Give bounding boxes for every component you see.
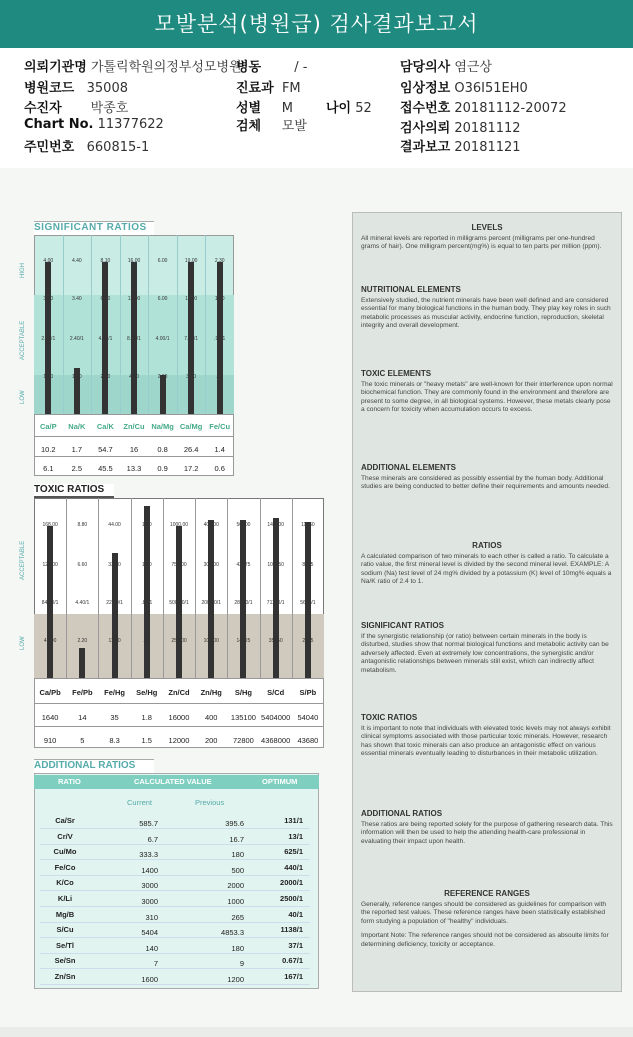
tox-tick-low: 11.00 xyxy=(108,638,121,644)
tox-current-value: 1.8 xyxy=(141,713,152,722)
levels-title: LEVELS xyxy=(471,223,503,232)
important-note: Important Note: The reference ranges should not be considered as absoulte limits for determining deficiency, toxicity or acceptance. xyxy=(361,932,609,948)
tox-tick-top: 8.80 xyxy=(77,522,88,528)
reference-text: Generally, reference ranges should be considered as guidelines for comparison with the reported test values. These reference ranges have been statistically established form studying a population of "healthy" individuals. xyxy=(361,901,607,925)
tox-tick-upper: 33.00 xyxy=(108,562,121,568)
sig-axis-acceptable: ACCEPTABLE xyxy=(20,320,26,360)
additional-ratio-name: S/Cu xyxy=(56,925,74,935)
additional-row-line xyxy=(40,922,310,923)
sig-tick-mid: .90/1 xyxy=(214,336,226,342)
sig-tick-mid: 4.20/1 xyxy=(98,336,113,342)
tox-current-value: 400 xyxy=(204,713,218,722)
additional-previous: 1200 xyxy=(227,975,244,984)
bottom-strip xyxy=(0,1027,633,1037)
tox-tick-low: 2845 xyxy=(302,638,314,644)
tox-tick-top: 400.00 xyxy=(203,522,219,528)
tox-tick-low: 35550 xyxy=(268,638,283,644)
additional-ratio-name: K/Li xyxy=(57,894,73,903)
receipt-label: 접수번호 xyxy=(400,101,451,116)
tox-previous-value: 12000 xyxy=(168,736,190,745)
tox-category: Se/Hg xyxy=(136,688,158,697)
ratios-section xyxy=(361,541,613,587)
additional-ratio-name: Mg/B xyxy=(55,909,75,919)
additional-row-line xyxy=(40,859,310,860)
specimen-label: 검체 xyxy=(236,119,262,134)
sig-current-value: 26.4 xyxy=(183,445,199,454)
tox-tick-upper: 126.00 xyxy=(42,562,58,568)
additional-current: 3000 xyxy=(141,881,158,891)
tox-previous-value: 4368000 xyxy=(261,736,291,745)
toxic-elements-text: The toxic minerals or "heavy metals" are well-known for their interference upon normal biochemical function. They are commonly found in the environment and therefore are present to some degree, in all biological systems. However, these metals clearly pose a concern for toxicity when accumulation occurs to excess. xyxy=(361,381,613,414)
sig-table-line xyxy=(34,436,234,437)
sig-axis-high: HIGH xyxy=(20,263,26,278)
sig-current-value: 1.4 xyxy=(214,445,225,454)
tox-bar xyxy=(79,648,85,678)
sig-current-value: 54.7 xyxy=(98,445,113,454)
sig-category: Ca/Mg xyxy=(179,422,203,431)
specimen-value: 모발 xyxy=(281,119,307,134)
additional-optimum: 1138/1 xyxy=(280,925,303,935)
toxic-ratios-info-title: TOXIC RATIOS xyxy=(361,713,418,722)
additional-previous: 180 xyxy=(231,943,244,953)
sig-previous-value: 17.2 xyxy=(183,464,199,473)
tox-tick-top: 1.60 xyxy=(141,522,152,528)
sig-tick-mid: 8.00/1 xyxy=(127,336,141,342)
sig-tick-upper: 1.60 xyxy=(214,296,225,302)
specimen-row xyxy=(236,115,307,134)
sig-category: Zn/Cu xyxy=(123,422,145,431)
request-value: 20181112 xyxy=(454,121,521,136)
toxic-elements-title: TOXIC ELEMENTS xyxy=(361,369,432,378)
tox-tick-mid: 22.00/1 xyxy=(106,600,123,606)
sig-tick-low: 2.00 xyxy=(157,374,168,380)
significant-ratios-heading: SIGNIFICANT RATIOS xyxy=(34,221,154,235)
additional-previous: 16.7 xyxy=(229,834,244,844)
clinical-label: 임상정보 xyxy=(400,81,451,96)
additional-current: 5404 xyxy=(141,928,158,938)
additional-ratios-info-title: ADDITIONAL RATIOS xyxy=(361,809,443,818)
tox-tick-low: 42.00 xyxy=(43,638,57,644)
additional-row-line xyxy=(40,875,310,876)
sex-value: M xyxy=(281,101,294,116)
tox-tick-mid: 28450/1 xyxy=(234,600,253,606)
sig-category: Na/K xyxy=(68,422,86,431)
clinical-value: O36I51EH0 xyxy=(454,81,528,96)
tox-tick-mid: 71100/1 xyxy=(266,600,285,606)
chart-value: 11377622 xyxy=(97,117,164,132)
sig-previous-value: 45.5 xyxy=(98,464,113,473)
additional-row-line xyxy=(40,828,310,829)
hospital-row xyxy=(24,56,242,75)
ratios-text: A calculated comparison of two minerals to each other is called a ratio. To calculate a ratio value, the first mineral level is divided by the second mineral level. EXAMPLE: A sodium (Na) test level of 24 mg% divided by a potassium (K) level of 10mg% equals a Na/K ratio of 2.4 to 1. xyxy=(361,553,612,586)
tox-category: Zn/Hg xyxy=(200,688,222,697)
sig-category: Fe/Cu xyxy=(209,422,231,431)
additional-ratio-name: Zn/Sn xyxy=(54,972,76,981)
additional-previous: 4853.3 xyxy=(221,928,244,938)
sig-current-value: 1.7 xyxy=(71,445,83,454)
tox-previous-value: 1.5 xyxy=(141,736,152,745)
sig-tick-low: 3.00 xyxy=(186,374,197,380)
report-row xyxy=(400,136,521,155)
tox-tick-upper: 8535 xyxy=(302,562,314,568)
sex-row xyxy=(236,97,293,116)
sig-current-value: 0.8 xyxy=(157,445,168,454)
tox-tick-low: 14225 xyxy=(236,638,251,644)
hospital-label: 의뢰기관명 xyxy=(24,60,87,75)
additional-elements-title: ADDITIONAL ELEMENTS xyxy=(361,463,456,472)
tox-current-value: 35 xyxy=(110,713,119,722)
additional-current: 6.7 xyxy=(147,834,158,844)
sig-previous-value: 6.1 xyxy=(43,464,54,473)
additional-ratios-info-section xyxy=(361,809,613,846)
additional-row-line xyxy=(40,844,310,845)
tox-current-value: 5404000 xyxy=(261,713,291,722)
tox-current-value: 135100 xyxy=(230,713,256,722)
sig-tick-low: 1.40 xyxy=(71,374,82,380)
tox-tick-upper: 750.00 xyxy=(171,562,187,568)
tox-bar xyxy=(208,520,214,678)
tox-tick-mid: 4.40/1 xyxy=(75,600,90,606)
tox-previous-value: 43680 xyxy=(297,736,319,745)
tox-current-value: 54040 xyxy=(297,713,319,722)
additional-ratio-name: Se/Sn xyxy=(54,956,76,966)
sig-tick-mid: 2.60/1 xyxy=(41,336,56,342)
tox-table-line xyxy=(34,703,324,704)
additional-elements-text: These minerals are considered as possibly essential by the human body. Additional studies are being conducted to better define their requirements and amounts needed. xyxy=(361,475,610,491)
tox-previous-value: 200 xyxy=(204,736,218,745)
sig-tick-upper: 6.10 xyxy=(100,296,111,302)
tox-tick-upper: 6.60 xyxy=(77,562,88,568)
additional-ratio-name: Fe/Co xyxy=(54,862,76,872)
sig-axis-low: LOW xyxy=(20,390,26,404)
significant-info-title: SIGNIFICANT RATIOS xyxy=(361,621,444,630)
sig-tick-top: 2.30 xyxy=(214,258,225,264)
additional-current: 585.7 xyxy=(139,819,158,828)
reference-title: REFERENCE RANGES xyxy=(444,889,530,898)
tox-previous-value: 72800 xyxy=(233,736,254,745)
levels-text: All mineral levels are reported in milligrams percent (milligrams per one-hundred grams of hair). One milligram percent(mg%) is equal to ten parts per million (ppm). xyxy=(361,235,602,251)
tox-current-value: 1640 xyxy=(41,713,59,722)
sig-tick-top: 6.00 xyxy=(157,258,168,264)
tox-category: Ca/Pb xyxy=(39,688,61,697)
tox-tick-upper: 106650 xyxy=(267,562,284,568)
sig-previous-value: 13.3 xyxy=(126,464,142,473)
request-row xyxy=(400,117,521,136)
id-row xyxy=(24,136,149,155)
id-label: 주민번호 xyxy=(24,140,75,155)
additional-ratio-name: Cr/V xyxy=(57,831,73,841)
additional-elements-section xyxy=(361,463,613,492)
tox-tick-mid: .80/1 xyxy=(141,600,153,606)
tox-previous-value: 8.3 xyxy=(109,736,120,745)
sex-label: 성별 xyxy=(236,101,262,116)
tox-tick-low: .40 xyxy=(143,638,151,644)
sig-table-line xyxy=(34,456,234,457)
tox-tick-low: 250.00 xyxy=(171,638,187,644)
additional-optimum: 131/1 xyxy=(284,816,303,825)
additional-previous: 9 xyxy=(239,959,244,969)
clinical-row xyxy=(400,77,528,96)
age-value: 52 xyxy=(355,101,372,116)
additional-row-line xyxy=(40,953,310,954)
additional-optimum: 2500/1 xyxy=(280,894,303,903)
sig-tick-mid: 7.00/1 xyxy=(184,336,199,342)
sig-tick-top: 4.40 xyxy=(71,258,82,264)
tox-previous-value: 5 xyxy=(80,736,85,745)
additional-current: 333.3 xyxy=(139,850,158,860)
report-value: 20181121 xyxy=(454,140,521,155)
sig-category: Ca/K xyxy=(96,422,114,431)
nutri-title: NUTRITIONAL ELEMENTS xyxy=(361,285,461,294)
additional-row-line xyxy=(40,890,310,891)
tox-category: S/Cd xyxy=(267,688,285,697)
sig-tick-mid: 4.00/1 xyxy=(155,336,170,342)
additional-optimum: 40/1 xyxy=(288,909,303,919)
tox-current-value: 16000 xyxy=(168,713,190,722)
tox-bar xyxy=(141,506,152,678)
doctor-label: 담당의사 xyxy=(400,60,451,75)
toxic-ratios-info-text: It is important to note that individuals with elevated toxic levels may not always exhibit clinical symptoms associated with those particular toxic minerals. However, research has shown that toxic minerals can also produce an antagonistic effect on various essential minerals eventually leading to disturbances in their metabolic utilization. xyxy=(361,725,611,758)
significant-info-section xyxy=(361,621,613,675)
additional-row-line xyxy=(40,937,310,938)
hospital-value: 가톨릭학원의정부성모병원 xyxy=(90,60,242,75)
additional-optimum: 37/1 xyxy=(288,940,303,950)
additional-current: 1600 xyxy=(141,975,158,984)
tox-tick-top: 1000.00 xyxy=(169,522,189,528)
sig-tick-top: 4.00 xyxy=(43,258,54,264)
sig-tick-low: 1.80 xyxy=(43,374,54,380)
tox-bar xyxy=(112,553,118,678)
dept-value: FM xyxy=(281,81,301,96)
sig-tick-low: 4.00 xyxy=(129,374,139,380)
additional-optimum: 2000/1 xyxy=(280,878,303,888)
additional-ratios-info-text: These ratios are being reported solely for the purpose of gathering research data. This information will then be used to help the attending health-care professional in evaluating their impact upon health. xyxy=(361,821,613,845)
doctor-row xyxy=(400,56,492,75)
tox-axis-low: LOW xyxy=(20,636,26,650)
id-value: 660815-1 xyxy=(86,140,150,155)
sig-tick-mid: 2.40/1 xyxy=(69,336,84,342)
tox-tick-top: 142200 xyxy=(267,522,284,528)
levels-section xyxy=(361,223,613,252)
patient-value: 박종호 xyxy=(90,101,129,116)
code-label: 병원코드 xyxy=(24,81,75,96)
tox-tick-top: 44.00 xyxy=(108,522,121,528)
doctor-value: 염근상 xyxy=(454,60,493,75)
additional-previous: 1000 xyxy=(227,897,244,906)
tox-tick-mid: 5690/1 xyxy=(300,600,316,606)
age-row xyxy=(326,97,372,116)
tox-category: S/Pb xyxy=(299,688,317,697)
sig-tick-top: 16.00 xyxy=(127,258,141,264)
additional-current: 310 xyxy=(145,912,158,922)
additional-previous: 265 xyxy=(231,912,244,922)
additional-current: 140 xyxy=(145,943,158,953)
chart-label: Chart No. xyxy=(24,117,94,132)
additional-previous: 180 xyxy=(231,850,244,860)
additional-current: 7 xyxy=(153,959,158,969)
age-label: 나이 xyxy=(326,101,352,116)
additional-optimum: 625/1 xyxy=(284,847,303,857)
tox-table-line xyxy=(34,726,324,727)
tox-tick-mid: 500.00/1 xyxy=(169,600,189,606)
tox-tick-low: 100.00 xyxy=(203,638,219,644)
tox-category: Fe/Hg xyxy=(104,688,125,697)
sig-previous-value: 0.6 xyxy=(214,464,225,473)
col-ratio: RATIO xyxy=(58,777,81,786)
tox-tick-low: 2.20 xyxy=(77,638,88,644)
significant-info-text: If the synergistic relationship (or ratio) between certain minerals in the body is disturbed, studies show that normal biological functions and metabolic activity can be adversely affected. Even at extremely low concentrations, the synergistic and/or antagonistic relationships between minerals still exist, which can indirectly affect metabolism. xyxy=(361,633,609,674)
sig-current-value: 10.2 xyxy=(40,445,56,454)
request-label: 검사의뢰 xyxy=(400,121,451,136)
sig-previous-value: 2.5 xyxy=(71,464,83,473)
additional-ratios-heading: ADDITIONAL RATIOS xyxy=(34,759,154,773)
sub-current: Current xyxy=(127,798,153,807)
col-calculated: CALCULATED VALUE xyxy=(134,777,212,786)
code-row xyxy=(24,77,128,96)
reference-section xyxy=(361,889,613,949)
sig-current-value: 16 xyxy=(129,445,139,454)
additional-row-line xyxy=(40,984,310,985)
toxic-elements-section xyxy=(361,369,613,415)
tox-category: S/Hg xyxy=(234,688,252,697)
sig-tick-low: 2.30 xyxy=(100,374,111,380)
additional-row-line xyxy=(40,968,310,969)
tox-bar xyxy=(240,520,246,678)
receipt-value: 20181112-20072 xyxy=(454,101,567,116)
sub-previous: Previous xyxy=(195,798,225,807)
report-title: 모발분석(병원급) 검사결과보고서 xyxy=(0,0,633,48)
additional-ratio-name: Se/Tl xyxy=(56,940,74,950)
additional-row-line xyxy=(40,906,310,907)
nutri-section xyxy=(361,285,613,331)
patient-row xyxy=(24,97,128,116)
additional-ratio-name: K/Co xyxy=(56,878,74,888)
tox-category: Zn/Cd xyxy=(168,688,190,697)
toxic-ratios-heading: TOXIC RATIOS xyxy=(34,484,114,498)
code-value: 35008 xyxy=(86,81,128,96)
toxic-ratios-info-section xyxy=(361,713,613,759)
tox-bar xyxy=(273,518,279,678)
additional-ratio-name: Ca/Sr xyxy=(55,816,75,825)
nutri-text: Extensively studied, the nutrient minerals have been well defined and are considered essential for many biological functions in the human body. They play key roles in such metabolic processes as muscular activity, endocrine function, reproduction, skeletal integrity and overall development. xyxy=(361,297,611,330)
explanation-panel xyxy=(352,212,622,992)
additional-optimum: 13/1 xyxy=(288,831,303,841)
sig-category: Na/Mg xyxy=(151,422,174,431)
tox-tick-top: 56000 xyxy=(236,522,251,528)
additional-current: 3000 xyxy=(141,897,158,906)
ratios-title: RATIOS xyxy=(472,541,502,550)
additional-optimum: 440/1 xyxy=(284,862,303,872)
tox-tick-mid: 84.00/1 xyxy=(41,600,59,606)
ward-row xyxy=(236,56,307,75)
sig-previous-value: 0.9 xyxy=(157,464,168,473)
ward-value: / - xyxy=(294,60,308,75)
dept-label: 진료과 xyxy=(236,81,274,96)
sig-tick-upper: 3.40 xyxy=(71,296,82,302)
additional-optimum: 167/1 xyxy=(284,972,303,981)
tox-tick-upper: 1.20 xyxy=(141,562,152,568)
dept-row xyxy=(236,77,301,96)
sig-tick-top: 8.10 xyxy=(100,258,111,264)
sig-tick-low: .20 xyxy=(216,374,224,380)
additional-previous: 500 xyxy=(231,865,244,875)
col-optimum: OPTIMUM xyxy=(262,777,298,786)
tox-axis-acceptable: ACCEPTABLE xyxy=(20,540,26,580)
tox-current-value: 14 xyxy=(78,713,87,722)
additional-optimum: 0.67/1 xyxy=(282,956,303,966)
additional-previous: 395.6 xyxy=(225,819,244,828)
tox-tick-upper: 300.00 xyxy=(203,562,219,568)
tox-tick-top: 11360 xyxy=(301,522,315,528)
additional-current: 1400 xyxy=(141,865,158,875)
chart-row xyxy=(24,117,164,132)
patient-info xyxy=(0,48,633,166)
patient-label: 수진자 xyxy=(24,101,62,116)
tox-category: Fe/Pb xyxy=(72,688,93,697)
sig-tick-upper: 12.00 xyxy=(127,296,141,302)
ward-label: 병동 xyxy=(236,60,262,75)
sig-tick-upper: 11.00 xyxy=(185,296,198,302)
additional-ratio-name: Cu/Mo xyxy=(53,847,77,857)
tox-tick-upper: 42675 xyxy=(236,562,251,568)
tox-previous-value: 910 xyxy=(43,736,57,745)
receipt-row xyxy=(400,97,567,116)
sig-tick-top: 19.00 xyxy=(184,258,198,264)
additional-previous: 2000 xyxy=(227,881,244,891)
report-label: 결과보고 xyxy=(400,140,451,155)
sig-category: Ca/P xyxy=(39,422,57,431)
additional-table-header xyxy=(34,775,319,789)
tox-tick-mid: 200.00/1 xyxy=(201,600,221,606)
tox-tick-top: 168.00 xyxy=(42,522,58,528)
sig-tick-upper: 6.00 xyxy=(157,296,168,302)
sig-tick-upper: 3.00 xyxy=(43,296,54,302)
